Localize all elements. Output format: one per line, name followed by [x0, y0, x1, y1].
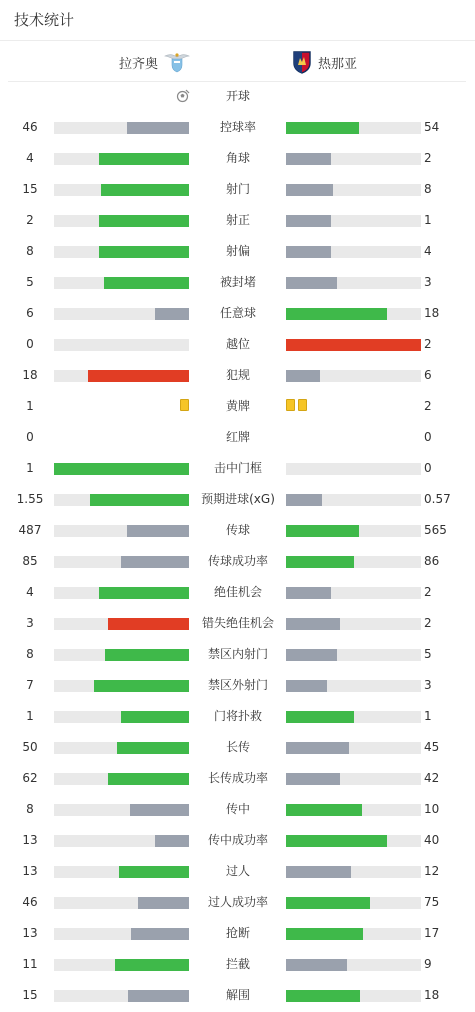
- away-bar-track: [286, 122, 421, 134]
- home-bar-fill: [104, 277, 189, 289]
- stat-row: [0, 453, 475, 484]
- away-value: 2: [424, 585, 432, 599]
- home-value: 8: [26, 244, 34, 258]
- yellow-card-icon: [298, 399, 307, 411]
- stat-row: [0, 205, 475, 236]
- home-value: 15: [22, 988, 38, 1002]
- home-bar-fill: [108, 618, 189, 630]
- home-bar-track: [54, 587, 189, 599]
- home-bar-track: [54, 215, 189, 227]
- stat-label: 控球率: [219, 120, 256, 134]
- stat-label: 预期进球(xG): [201, 492, 275, 506]
- away-value: 2: [424, 616, 432, 630]
- lazio-eagle-crest-icon: [164, 51, 190, 73]
- home-bar-fill: [99, 215, 189, 227]
- stat-row: [0, 732, 475, 763]
- home-bar-fill: [90, 494, 189, 506]
- away-bar-track: [286, 928, 421, 940]
- home-value: 18: [22, 368, 38, 382]
- divider: [0, 40, 475, 41]
- away-value: 40: [424, 833, 440, 847]
- away-cards: [286, 399, 307, 413]
- home-bar-fill: [130, 804, 189, 816]
- away-value: 10: [424, 802, 440, 816]
- away-bar-fill: [286, 246, 331, 258]
- home-bar-track: [54, 773, 189, 785]
- home-bar-track: [54, 556, 189, 568]
- home-bar-track: [54, 804, 189, 816]
- yellow-card-icon: [286, 399, 295, 411]
- home-bar-fill: [119, 866, 189, 878]
- away-bar-fill: [286, 184, 333, 196]
- home-value: 1: [26, 399, 34, 413]
- away-bar-fill: [286, 587, 331, 599]
- kickoff-row: [0, 81, 475, 112]
- away-bar-fill: [286, 556, 354, 568]
- away-bar-fill: [286, 835, 387, 847]
- home-bar-fill: [131, 928, 189, 940]
- home-bar-track: [54, 897, 189, 909]
- away-bar-fill: [286, 680, 327, 692]
- stat-label: 任意球: [219, 306, 256, 320]
- home-bar-track: [54, 153, 189, 165]
- away-bar-track: [286, 866, 421, 878]
- stat-row: [0, 577, 475, 608]
- away-bar-fill: [286, 773, 340, 785]
- away-bar-track: [286, 277, 421, 289]
- home-value: 13: [22, 833, 38, 847]
- away-value: 75: [424, 895, 440, 909]
- home-value: 8: [26, 802, 34, 816]
- home-value: 0: [26, 337, 34, 351]
- away-bar-track: [286, 525, 421, 537]
- home-bar-fill: [155, 308, 189, 320]
- away-bar-fill: [286, 277, 337, 289]
- home-value: 15: [22, 182, 38, 196]
- away-bar-track: [286, 649, 421, 661]
- kickoff-label: 开球: [225, 89, 250, 103]
- home-bar-fill: [117, 742, 189, 754]
- home-bar-fill: [99, 153, 189, 165]
- away-value: 4: [424, 244, 432, 258]
- away-value: 18: [424, 988, 440, 1002]
- away-value: 45: [424, 740, 440, 754]
- away-value: 2: [424, 399, 432, 413]
- away-bar-track: [286, 990, 421, 1002]
- home-bar-fill: [121, 556, 189, 568]
- home-value: 7: [26, 678, 34, 692]
- stat-label: 越位: [225, 337, 250, 351]
- away-bar-track: [286, 153, 421, 165]
- stat-label: 射门: [225, 182, 250, 196]
- stat-row: [0, 267, 475, 298]
- stat-row: [0, 856, 475, 887]
- home-value: 6: [26, 306, 34, 320]
- away-bar-fill: [286, 308, 387, 320]
- away-value: 42: [424, 771, 440, 785]
- away-value: 1: [424, 213, 432, 227]
- home-value: 1.55: [16, 492, 44, 506]
- home-team[interactable]: [119, 50, 190, 74]
- away-bar-fill: [286, 494, 322, 506]
- stat-label: 犯规: [225, 368, 250, 382]
- home-value: 50: [22, 740, 38, 754]
- home-bar-track: [54, 370, 189, 382]
- away-value: 12: [424, 864, 440, 878]
- away-bar-fill: [286, 897, 370, 909]
- away-bar-fill: [286, 215, 331, 227]
- away-bar-track: [286, 742, 421, 754]
- home-value: 85: [22, 554, 38, 568]
- teams-header: [0, 44, 475, 80]
- home-bar-track: [54, 742, 189, 754]
- stat-row: [0, 515, 475, 546]
- stat-label: 角球: [225, 151, 250, 165]
- home-value: 1: [26, 461, 34, 475]
- away-bar-track: [286, 463, 421, 475]
- home-bar-track: [54, 835, 189, 847]
- away-bar-fill: [286, 525, 359, 537]
- away-bar-track: [286, 370, 421, 382]
- away-value: 54: [424, 120, 440, 134]
- stat-row: [0, 546, 475, 577]
- away-bar-fill: [286, 339, 421, 351]
- home-bar-fill: [88, 370, 189, 382]
- home-value: 13: [22, 864, 38, 878]
- away-bar-track: [286, 897, 421, 909]
- yellow-card-icon: [180, 399, 189, 411]
- away-bar-track: [286, 835, 421, 847]
- away-value: 8: [424, 182, 432, 196]
- stat-label: 门将扑救: [213, 709, 262, 723]
- stat-row: [0, 360, 475, 391]
- stat-row: [0, 825, 475, 856]
- genoa-crest-icon: [292, 50, 312, 74]
- away-bar-fill: [286, 928, 363, 940]
- away-value: 0: [424, 461, 432, 475]
- away-bar-fill: [286, 866, 351, 878]
- home-value: 2: [26, 213, 34, 227]
- away-bar-track: [286, 215, 421, 227]
- home-bar-track: [54, 990, 189, 1002]
- home-bar-fill: [101, 184, 189, 196]
- home-bar-fill: [155, 835, 189, 847]
- stat-label: 抢断: [225, 926, 250, 940]
- home-value: 8: [26, 647, 34, 661]
- home-value: 3: [26, 616, 34, 630]
- away-bar-track: [286, 773, 421, 785]
- home-bar-fill: [115, 959, 189, 971]
- away-value: 9: [424, 957, 432, 971]
- away-bar-fill: [286, 370, 320, 382]
- home-bar-track: [54, 928, 189, 940]
- stat-label: 击中门框: [213, 461, 262, 475]
- home-value: 5: [26, 275, 34, 289]
- away-value: 6: [424, 368, 432, 382]
- home-bar-track: [54, 525, 189, 537]
- stat-label: 射正: [225, 213, 250, 227]
- home-bar-track: [54, 494, 189, 506]
- home-bar-fill: [127, 122, 189, 134]
- away-value: 1: [424, 709, 432, 723]
- away-bar-track: [286, 494, 421, 506]
- home-value: 4: [26, 151, 34, 165]
- away-value: 565: [424, 523, 447, 537]
- home-bar-fill: [128, 990, 189, 1002]
- away-bar-track: [286, 587, 421, 599]
- away-team[interactable]: [292, 50, 357, 74]
- home-value: 46: [22, 120, 38, 134]
- away-bar-fill: [286, 804, 362, 816]
- home-value: 0: [26, 430, 34, 444]
- stat-label: 过人: [225, 864, 250, 878]
- stat-row: [0, 391, 475, 422]
- home-value: 46: [22, 895, 38, 909]
- stat-label: 错失绝佳机会: [201, 616, 274, 630]
- home-bar-fill: [99, 246, 189, 258]
- stat-label: 长传: [225, 740, 250, 754]
- home-bar-fill: [54, 463, 189, 475]
- stat-label: 传球: [225, 523, 250, 537]
- stat-row: [0, 763, 475, 794]
- away-bar-track: [286, 680, 421, 692]
- stat-label: 解围: [225, 988, 250, 1002]
- stat-row: [0, 670, 475, 701]
- stat-label: 长传成功率: [207, 771, 268, 785]
- away-bar-fill: [286, 153, 331, 165]
- away-bar-fill: [286, 649, 337, 661]
- stat-row: [0, 236, 475, 267]
- away-bar-track: [286, 618, 421, 630]
- home-bar-track: [54, 866, 189, 878]
- stat-row: [0, 329, 475, 360]
- stat-label: 拦截: [225, 957, 250, 971]
- home-bar-track: [54, 711, 189, 723]
- stat-label: 射偏: [225, 244, 250, 258]
- away-bar-track: [286, 308, 421, 320]
- home-bar-track: [54, 959, 189, 971]
- home-value: 1: [26, 709, 34, 723]
- stat-label: 红牌: [225, 430, 250, 444]
- stat-label: 禁区外射门: [207, 678, 268, 692]
- away-value: 2: [424, 151, 432, 165]
- stat-label: 传中成功率: [207, 833, 268, 847]
- stat-row: [0, 701, 475, 732]
- home-bar-track: [54, 184, 189, 196]
- home-value: 4: [26, 585, 34, 599]
- away-value: 17: [424, 926, 440, 940]
- home-value: 487: [18, 523, 42, 537]
- stat-row: [0, 639, 475, 670]
- stat-row: [0, 918, 475, 949]
- ball-icon: [176, 89, 190, 103]
- home-team-name: 拉齐奥: [118, 56, 158, 72]
- away-value: 3: [424, 275, 432, 289]
- home-bar-track: [54, 618, 189, 630]
- away-bar-fill: [286, 742, 349, 754]
- stat-row: [0, 143, 475, 174]
- home-value: 11: [22, 957, 38, 971]
- stat-label: 传球成功率: [207, 554, 268, 568]
- home-bar-track: [54, 649, 189, 661]
- away-bar-track: [286, 804, 421, 816]
- away-bar-track: [286, 339, 421, 351]
- away-value: 0: [424, 430, 432, 444]
- home-bar-track: [54, 246, 189, 258]
- home-bar-fill: [99, 587, 189, 599]
- page-title: 技术统计: [14, 11, 75, 29]
- stat-label: 被封堵: [219, 275, 256, 289]
- stat-row: [0, 608, 475, 639]
- home-bar-track: [54, 122, 189, 134]
- home-value: 13: [22, 926, 38, 940]
- stat-row: [0, 484, 475, 515]
- stats-list: [0, 81, 475, 1011]
- away-bar-fill: [286, 618, 340, 630]
- home-value: 62: [22, 771, 38, 785]
- away-value: 5: [424, 647, 432, 661]
- away-bar-fill: [286, 990, 360, 1002]
- stat-label: 禁区内射门: [207, 647, 268, 661]
- home-bar-track: [54, 277, 189, 289]
- home-bar-fill: [127, 525, 189, 537]
- stat-row: [0, 887, 475, 918]
- stat-row: [0, 949, 475, 980]
- away-bar-track: [286, 246, 421, 258]
- away-bar-track: [286, 959, 421, 971]
- stat-label: 绝佳机会: [213, 585, 262, 599]
- home-bar-track: [54, 339, 189, 351]
- away-bar-track: [286, 184, 421, 196]
- stat-label: 传中: [225, 802, 250, 816]
- stat-row: [0, 794, 475, 825]
- stat-label: 过人成功率: [207, 895, 268, 909]
- home-bar-fill: [138, 897, 189, 909]
- home-bar-track: [54, 308, 189, 320]
- stat-row: [0, 112, 475, 143]
- away-bar-track: [286, 711, 421, 723]
- home-cards: [180, 399, 189, 413]
- stat-label: 黄牌: [225, 399, 250, 413]
- away-team-name: 热那亚: [318, 56, 358, 72]
- home-bar-fill: [94, 680, 189, 692]
- away-value: 3: [424, 678, 432, 692]
- away-bar-fill: [286, 959, 347, 971]
- away-value: 0.57: [424, 492, 451, 506]
- away-bar-fill: [286, 711, 354, 723]
- home-bar-fill: [108, 773, 189, 785]
- stat-row: [0, 422, 475, 453]
- home-bar-track: [54, 680, 189, 692]
- away-value: 2: [424, 337, 432, 351]
- home-bar-fill: [121, 711, 189, 723]
- stat-row: [0, 298, 475, 329]
- stat-row: [0, 980, 475, 1011]
- away-bar-fill: [286, 122, 359, 134]
- away-bar-track: [286, 556, 421, 568]
- away-value: 18: [424, 306, 440, 320]
- stat-row: [0, 174, 475, 205]
- home-bar-track: [54, 463, 189, 475]
- home-bar-fill: [105, 649, 189, 661]
- away-value: 86: [424, 554, 440, 568]
